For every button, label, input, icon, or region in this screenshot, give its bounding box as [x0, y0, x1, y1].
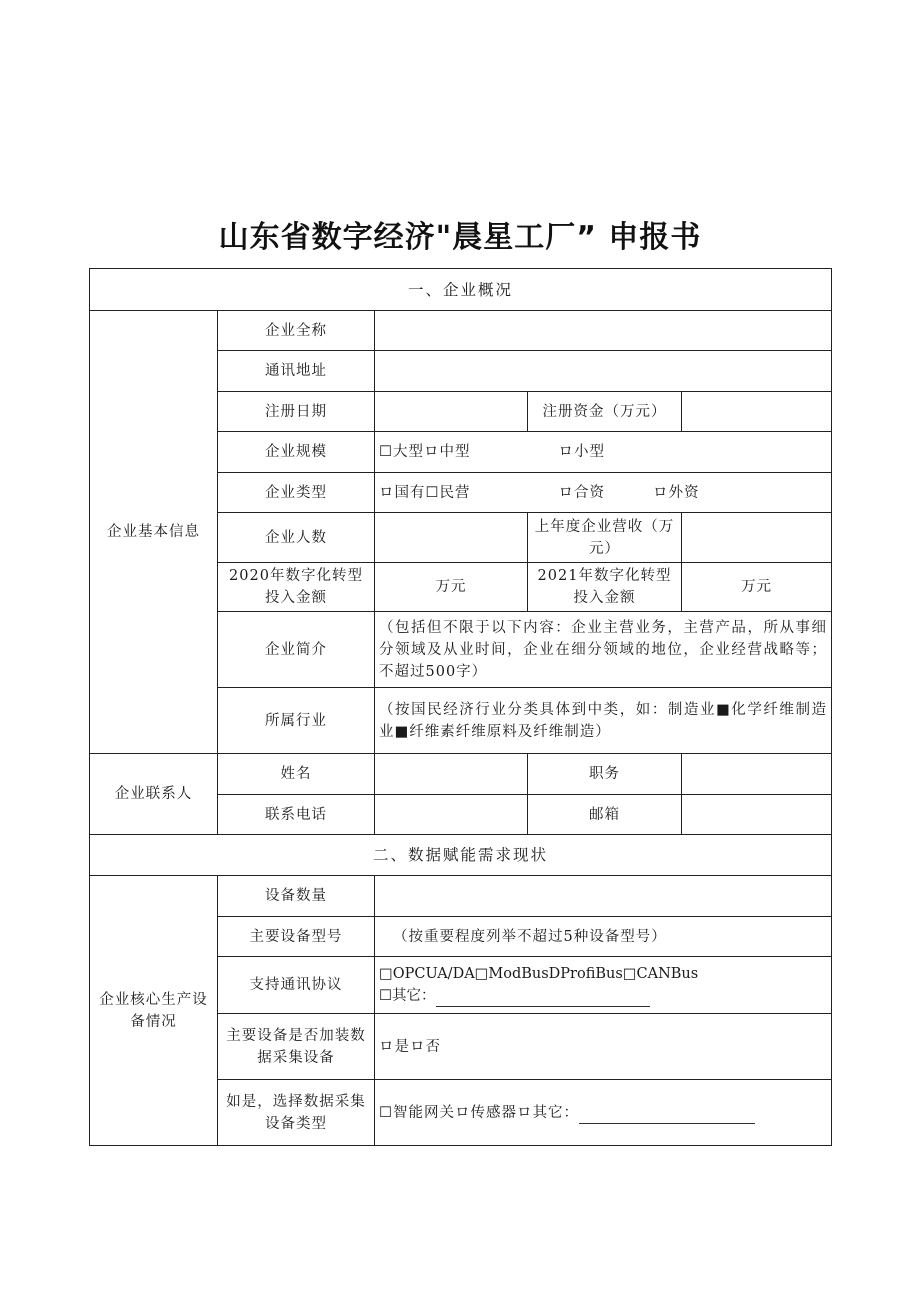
equipment-models-field[interactable]: （按重要程度列举不超过5种设备型号）: [375, 917, 832, 957]
equipment-label: 企业核心生产设备情况: [90, 876, 218, 1146]
type-foreign-checkbox[interactable]: ロ外资: [653, 484, 700, 501]
protocol-other-input[interactable]: [436, 992, 650, 1007]
type-state-checkbox[interactable]: ロ国有: [379, 484, 426, 501]
full-name-label: 企业全称: [218, 311, 375, 351]
contact-phone-field[interactable]: [375, 795, 528, 835]
type-jv-checkbox[interactable]: ロ合资: [558, 484, 605, 501]
basic-info-label: 企业基本信息: [90, 311, 218, 754]
contact-label: 企业联系人: [90, 754, 218, 835]
invest-2020-field[interactable]: 万元: [375, 563, 528, 612]
collector-type-options: [375, 1080, 832, 1146]
scale-medium-checkbox[interactable]: ロ中型: [424, 444, 471, 460]
type-private-checkbox[interactable]: ☐民营: [425, 484, 471, 501]
headcount-field[interactable]: [375, 513, 528, 563]
intro-label: 企业简介: [218, 612, 375, 688]
scale-label: 企业规模: [218, 432, 375, 473]
last-revenue-label: 上年度企业营收（万元）: [528, 513, 682, 563]
page-title: 山东省数字经济"晨星工厂” 申报书: [218, 220, 702, 255]
protocol-checkbox-group[interactable]: □OPCUA/DA□ModBusDProfiBus□CANBus: [379, 966, 699, 982]
collector-type-label: 如是，选择数据采集设备类型: [218, 1080, 375, 1146]
contact-email-field[interactable]: [682, 795, 832, 835]
address-field[interactable]: [375, 351, 832, 392]
reg-date-field[interactable]: [375, 392, 528, 432]
type-label: 企业类型: [218, 473, 375, 513]
protocol-other-checkbox[interactable]: ☐其它：: [379, 988, 436, 1004]
industry-field[interactable]: （按国民经济行业分类具体到中类，如：制造业■化学纤维制造业■纤维素纤维原料及纤维制造）: [375, 688, 832, 754]
headcount-label: 企业人数: [218, 513, 375, 563]
collector-label: 主要设备是否加装数据采集设备: [218, 1014, 375, 1080]
industry-label: 所属行业: [218, 688, 375, 754]
equipment-count-label: 设备数量: [218, 876, 375, 917]
scale-small-checkbox[interactable]: ロ小型: [558, 444, 605, 460]
collector-options[interactable]: ロ是ロ否: [375, 1014, 832, 1080]
equipment-count-field[interactable]: [375, 876, 832, 917]
invest-2020-label: 2020年数字化转型投入金额: [218, 563, 375, 612]
section-header-company-overview: 一、企业概况: [90, 269, 832, 311]
type-options: [375, 473, 832, 513]
address-label: 通讯地址: [218, 351, 375, 392]
application-form-table: [89, 268, 832, 1146]
invest-2021-field[interactable]: 万元: [682, 563, 832, 612]
intro-field[interactable]: （包括但不限于以下内容：企业主营业务，主营产品，所从事细分领域及从业时间，企业在细分领域的地位，企业经营战略等；不超过500字）: [375, 612, 832, 688]
last-revenue-field[interactable]: [682, 513, 832, 563]
contact-position-field[interactable]: [682, 754, 832, 795]
collector-type-checkboxes[interactable]: ☐智能网关ロ传感器ロ其它：: [379, 1104, 579, 1121]
full-name-field[interactable]: [375, 311, 832, 351]
protocol-label: 支持通讯协议: [218, 957, 375, 1014]
reg-date-label: 注册日期: [218, 392, 375, 432]
contact-email-label: 邮箱: [528, 795, 682, 835]
contact-name-label: 姓名: [218, 754, 375, 795]
protocol-options: [375, 957, 832, 1014]
collector-type-other-input[interactable]: [579, 1109, 755, 1124]
reg-capital-field[interactable]: [682, 392, 832, 432]
equipment-models-label: 主要设备型号: [218, 917, 375, 957]
contact-name-field[interactable]: [375, 754, 528, 795]
scale-large-checkbox[interactable]: ☐大型: [379, 444, 424, 460]
contact-phone-label: 联系电话: [218, 795, 375, 835]
section-header-data-needs: 二、数据赋能需求现状: [90, 835, 832, 876]
scale-options: [375, 432, 832, 473]
reg-capital-label: 注册资金（万元）: [528, 392, 682, 432]
invest-2021-label: 2021年数字化转型投入金额: [528, 563, 682, 612]
contact-position-label: 职务: [528, 754, 682, 795]
